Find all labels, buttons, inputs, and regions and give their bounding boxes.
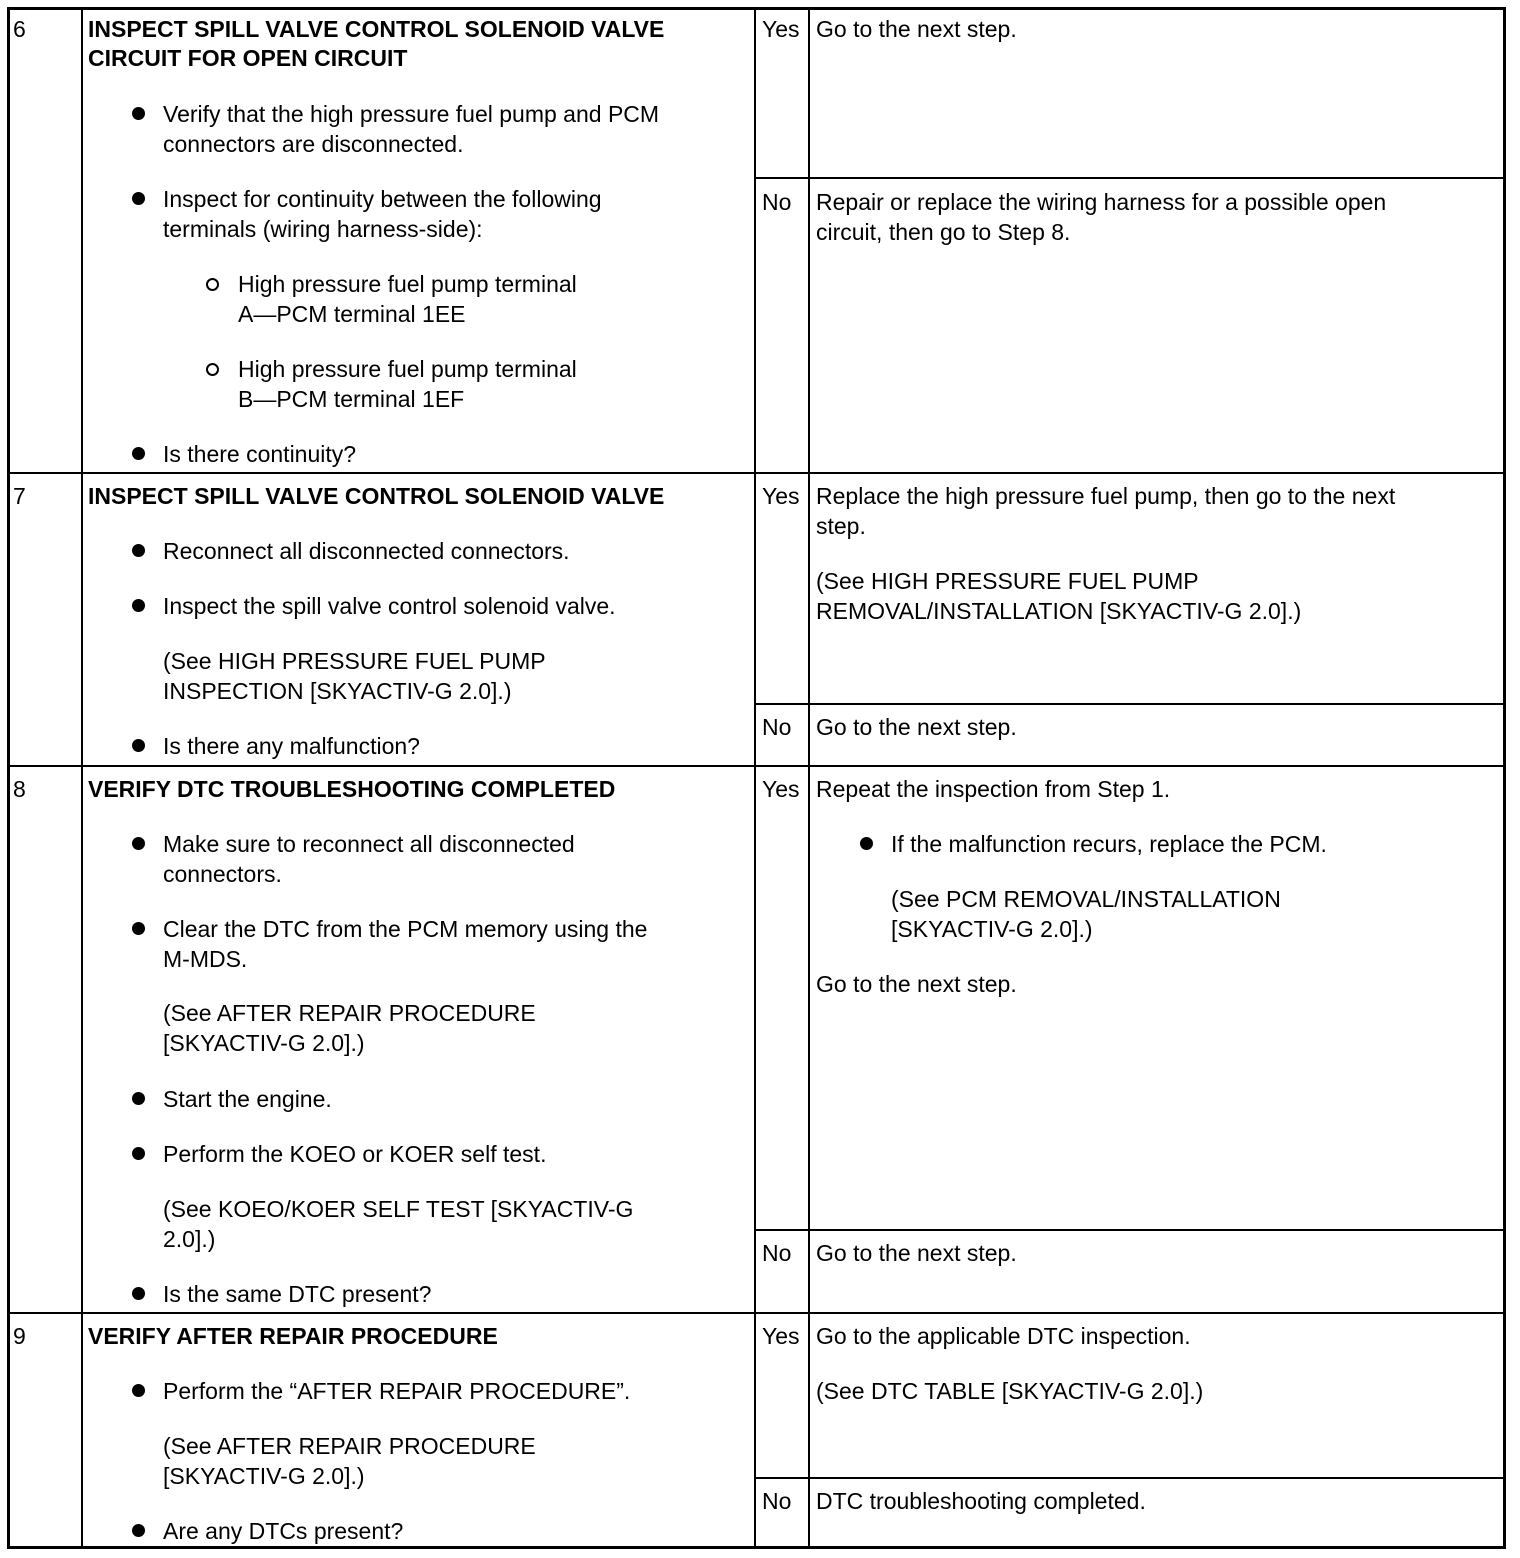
yes-no-divider-8 bbox=[754, 1229, 1506, 1231]
step-title: VERIFY DTC TROUBLESHOOTING COMPLETED bbox=[88, 776, 616, 802]
bullet-icon bbox=[132, 447, 145, 460]
yes-label: Yes bbox=[762, 483, 800, 509]
question-text: Is there any malfunction? bbox=[163, 733, 420, 759]
yes-action: Repeat the inspection from Step 1. bbox=[816, 776, 1171, 802]
bullet-icon bbox=[132, 1287, 145, 1300]
yes-action: Go to the next step. bbox=[816, 16, 1017, 42]
question-text: Is there continuity? bbox=[163, 441, 357, 467]
sub-bullet-text: High pressure fuel pump terminal bbox=[238, 271, 577, 297]
no-label: No bbox=[762, 1488, 792, 1514]
bullet-text: Inspect the spill valve control solenoid valve. bbox=[163, 593, 616, 619]
yes-no-divider-6 bbox=[754, 177, 1506, 179]
bullet-text: Clear the DTC from the PCM memory using the bbox=[163, 916, 648, 942]
yes-label: Yes bbox=[762, 16, 800, 42]
bullet-icon bbox=[132, 837, 145, 850]
yes-action: Replace the high pressure fuel pump, then go to the next bbox=[816, 483, 1396, 509]
reference-text: (See KOEO/KOER SELF TEST [SKYACTIV-G bbox=[163, 1196, 634, 1222]
sub-bullet-text: B—PCM terminal 1EF bbox=[238, 386, 465, 412]
yes-no-divider-9 bbox=[754, 1477, 1506, 1479]
bullet-text: terminals (wiring harness-side): bbox=[163, 216, 483, 242]
reference-text: (See AFTER REPAIR PROCEDURE bbox=[163, 1433, 536, 1459]
bullet-text: Perform the KOEO or KOER self test. bbox=[163, 1141, 547, 1167]
yes-label: Yes bbox=[762, 1323, 800, 1349]
reference-text: [SKYACTIV-G 2.0].) bbox=[163, 1030, 365, 1056]
bullet-icon bbox=[132, 544, 145, 557]
step-title: INSPECT SPILL VALVE CONTROL SOLENOID VALVE bbox=[88, 16, 665, 42]
reference-text: (See AFTER REPAIR PROCEDURE bbox=[163, 1000, 536, 1026]
step-title: INSPECT SPILL VALVE CONTROL SOLENOID VALVE bbox=[88, 483, 665, 509]
bullet-text: Perform the “AFTER REPAIR PROCEDURE”. bbox=[163, 1378, 631, 1404]
bullet-text: If the malfunction recurs, replace the PCM. bbox=[891, 831, 1327, 857]
yes-label: Yes bbox=[762, 776, 800, 802]
no-label: No bbox=[762, 714, 792, 740]
bullet-icon bbox=[132, 1384, 145, 1397]
yes-action: Go to the applicable DTC inspection. bbox=[816, 1323, 1191, 1349]
no-action: DTC troubleshooting completed. bbox=[816, 1488, 1146, 1514]
reference-text: [SKYACTIV-G 2.0].) bbox=[163, 1463, 365, 1489]
step-number: 9 bbox=[13, 1323, 26, 1349]
question-text: Is the same DTC present? bbox=[163, 1281, 432, 1307]
bullet-icon bbox=[132, 192, 145, 205]
yes-action: step. bbox=[816, 513, 866, 539]
question-text: Are any DTCs present? bbox=[163, 1518, 404, 1544]
bullet-text: connectors are disconnected. bbox=[163, 131, 464, 157]
step-number: 6 bbox=[13, 16, 26, 42]
bullet-text: Inspect for continuity between the following bbox=[163, 186, 602, 212]
sub-bullet-icon bbox=[206, 278, 219, 291]
step-title: CIRCUIT FOR OPEN CIRCUIT bbox=[88, 45, 408, 71]
bullet-icon bbox=[132, 1147, 145, 1160]
reference-text: (See HIGH PRESSURE FUEL PUMP bbox=[163, 648, 546, 674]
bullet-text: Reconnect all disconnected connectors. bbox=[163, 538, 570, 564]
sub-bullet-icon bbox=[206, 363, 219, 376]
step-number: 7 bbox=[13, 483, 26, 509]
column-divider-step bbox=[81, 7, 83, 1549]
bullet-icon bbox=[132, 1092, 145, 1105]
sub-bullet-text: A—PCM terminal 1EE bbox=[238, 301, 466, 327]
bullet-text: M-MDS. bbox=[163, 946, 248, 972]
no-action: Go to the next step. bbox=[816, 714, 1017, 740]
no-action: Repair or replace the wiring harness for a possible open bbox=[816, 189, 1387, 215]
reference-text: (See PCM REMOVAL/INSTALLATION bbox=[891, 886, 1281, 912]
bullet-icon bbox=[860, 837, 873, 850]
step-title: VERIFY AFTER REPAIR PROCEDURE bbox=[88, 1323, 498, 1349]
reference-text: [SKYACTIV-G 2.0].) bbox=[891, 916, 1093, 942]
row-divider-7 bbox=[7, 472, 1506, 474]
bullet-icon bbox=[132, 739, 145, 752]
step-number: 8 bbox=[13, 776, 26, 802]
column-divider-action bbox=[754, 7, 756, 1549]
bullet-text: Start the engine. bbox=[163, 1086, 332, 1112]
bullet-icon bbox=[132, 1524, 145, 1537]
no-action: circuit, then go to Step 8. bbox=[816, 219, 1071, 245]
reference-text: (See HIGH PRESSURE FUEL PUMP bbox=[816, 568, 1199, 594]
bullet-text: Verify that the high pressure fuel pump and PCM bbox=[163, 101, 660, 127]
row-divider-8 bbox=[7, 765, 1506, 767]
bullet-icon bbox=[132, 599, 145, 612]
bullet-icon bbox=[132, 922, 145, 935]
bullet-icon bbox=[132, 107, 145, 120]
no-label: No bbox=[762, 1240, 792, 1266]
reference-text: (See DTC TABLE [SKYACTIV-G 2.0].) bbox=[816, 1378, 1204, 1404]
reference-text: REMOVAL/INSTALLATION [SKYACTIV-G 2.0].) bbox=[816, 598, 1302, 624]
reference-text: 2.0].) bbox=[163, 1226, 216, 1252]
reference-text: INSPECTION [SKYACTIV-G 2.0].) bbox=[163, 678, 512, 704]
bullet-text: connectors. bbox=[163, 861, 282, 887]
no-action: Go to the next step. bbox=[816, 1240, 1017, 1266]
yes-no-divider-7 bbox=[754, 703, 1506, 705]
bullet-text: Make sure to reconnect all disconnected bbox=[163, 831, 575, 857]
column-divider-result bbox=[808, 7, 810, 1549]
row-divider-9 bbox=[7, 1312, 1506, 1314]
sub-bullet-text: High pressure fuel pump terminal bbox=[238, 356, 577, 382]
yes-action: Go to the next step. bbox=[816, 971, 1017, 997]
no-label: No bbox=[762, 189, 792, 215]
